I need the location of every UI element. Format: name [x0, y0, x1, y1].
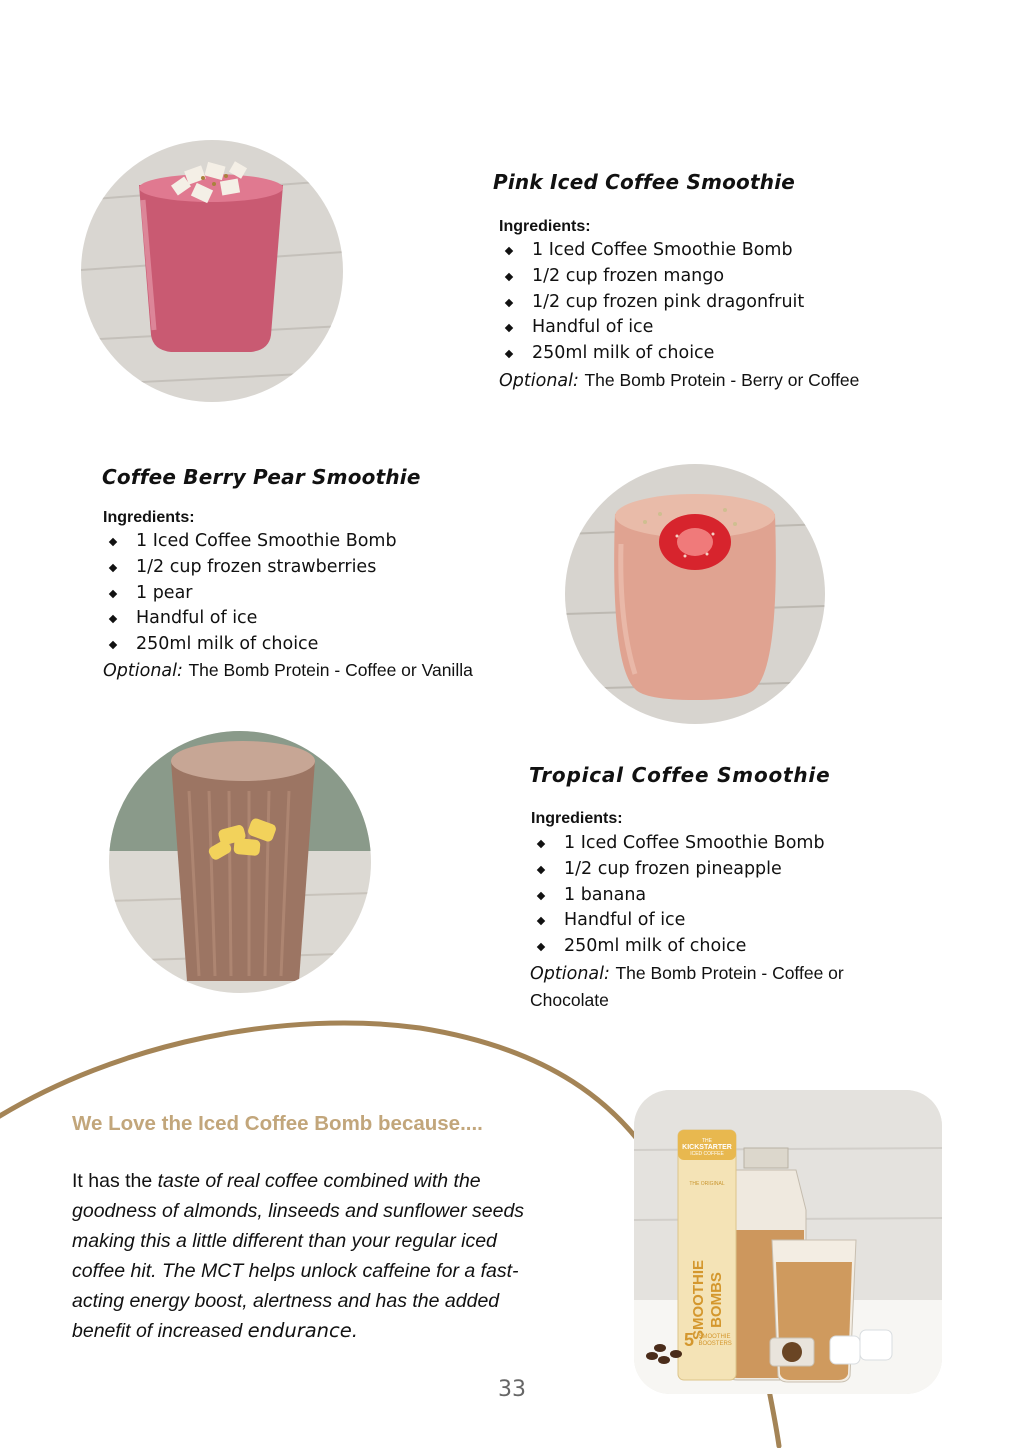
list-item: 1 pear: [103, 581, 397, 607]
product-tube-label: [678, 1132, 736, 1378]
count-label-2: BOOSTERS: [698, 1340, 732, 1347]
brand-line-2: KICKSTARTER: [682, 1144, 732, 1151]
optional-text: The Bomb Protein - Coffee or Vanilla: [188, 660, 473, 680]
para-lead: It has the: [72, 1170, 158, 1192]
list-item: 1 Iced Coffee Smoothie Bomb: [499, 238, 804, 264]
original-label: THE ORIGINAL: [689, 1181, 725, 1187]
love-paragraph: [72, 1166, 542, 1346]
optional-note: [499, 367, 919, 394]
recipe-title-berry-pear: Coffee Berry Pear Smoothie: [102, 465, 421, 489]
count-number: 5: [684, 1330, 695, 1350]
love-heading: We Love the Iced Coffee Bomb because....: [72, 1112, 483, 1135]
brand-line-1: THE: [702, 1138, 712, 1144]
product-count: [684, 1330, 732, 1351]
tropical-smoothie-photo: [109, 731, 371, 993]
optional-text: The Bomb Protein - Coffee or Chocolate: [530, 963, 844, 1010]
list-item: 1 banana: [531, 883, 825, 909]
list-item: 1/2 cup frozen mango: [499, 264, 804, 290]
berry-pear-smoothie-photo: [565, 464, 825, 724]
recipe-title-pink: Pink Iced Coffee Smoothie: [493, 170, 796, 194]
list-item: 1 Iced Coffee Smoothie Bomb: [103, 529, 397, 555]
list-item: 250ml milk of choice: [531, 934, 825, 960]
list-item: Handful of ice: [531, 908, 825, 934]
ingredients-heading: Ingredients:: [499, 218, 591, 235]
ingredients-list: [499, 238, 804, 367]
product-name-1: SMOOTHIE: [690, 1260, 707, 1341]
pink-smoothie-photo: [81, 140, 343, 402]
optional-note: [530, 960, 900, 1014]
list-item: 1/2 cup frozen pineapple: [531, 857, 825, 883]
optional-text: The Bomb Protein - Berry or Coffee: [584, 370, 860, 390]
ingredients-heading: Ingredients:: [103, 509, 195, 526]
list-item: 1/2 cup frozen strawberries: [103, 555, 397, 581]
optional-label: Optional:: [530, 964, 610, 984]
ingredients-list: [103, 529, 397, 658]
count-label-1: SMOOTHIE: [698, 1333, 731, 1340]
list-item: 250ml milk of choice: [103, 632, 397, 658]
page-number: 33: [498, 1377, 526, 1402]
optional-note: [103, 657, 543, 684]
list-item: 1/2 cup frozen pink dragonfruit: [499, 290, 804, 316]
list-item: Handful of ice: [499, 315, 804, 341]
optional-label: Optional:: [499, 371, 579, 391]
ingredients-list: [531, 831, 825, 960]
list-item: Handful of ice: [103, 606, 397, 632]
brand-line-3: ICED COFFEE: [690, 1151, 724, 1157]
para-last: endurance.: [247, 1319, 358, 1342]
product-photo: [634, 1090, 942, 1394]
recipe-title-tropical: Tropical Coffee Smoothie: [529, 763, 831, 787]
optional-label: Optional:: [103, 661, 183, 681]
product-name-2: BOMBS: [708, 1272, 725, 1328]
list-item: 1 Iced Coffee Smoothie Bomb: [531, 831, 825, 857]
para-rest: taste of real coffee combined with the goodness of almonds, linseeds and sunflower seeds making this a little different than your regular iced coffee hit. The MCT helps unlock caffeine for a fast-acting energy boost, alertness and has the added benefit of increased: [72, 1170, 525, 1342]
ingredients-heading: Ingredients:: [531, 810, 623, 827]
list-item: 250ml milk of choice: [499, 341, 804, 367]
